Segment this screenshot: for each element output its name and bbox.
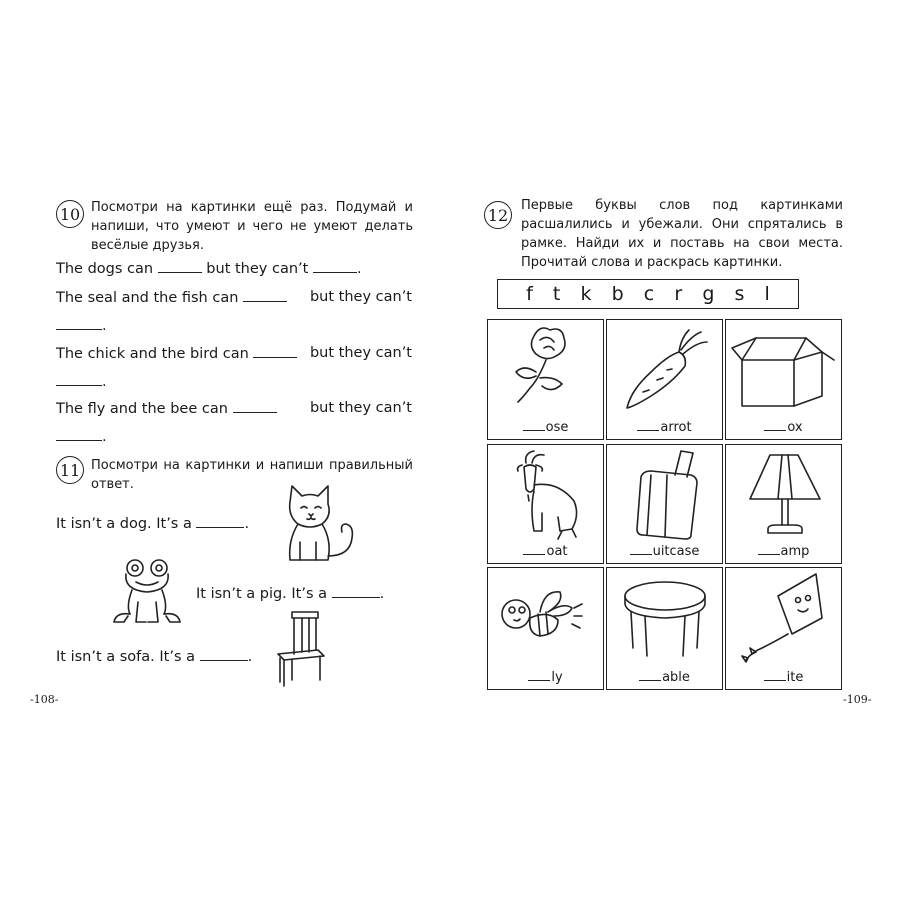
word-label-box [726, 419, 841, 435]
ex10-line-4-b: but they can’t [309, 400, 412, 416]
letter: g [702, 283, 715, 305]
answer-blank[interactable] [332, 585, 380, 598]
goat-picture [488, 445, 605, 545]
ex10-line-2-b: but they can’t [309, 289, 412, 305]
letter: s [734, 283, 745, 305]
exercise-10-number: 10 [56, 200, 84, 228]
left-page-number: -108- [30, 693, 59, 706]
ex10-line-4-a: The fly and the bee can [56, 401, 228, 417]
answer-blank[interactable] [528, 669, 550, 681]
letter: l [764, 283, 770, 305]
answer-blank[interactable] [233, 400, 277, 413]
answer-blank[interactable] [253, 345, 297, 358]
answer-blank[interactable] [764, 419, 786, 431]
exercise-11-number: 11 [56, 456, 84, 484]
ex11-line-2-text: It isn’t a pig. It’s a [196, 586, 328, 602]
answer-blank[interactable] [630, 543, 652, 555]
answer-blank[interactable] [200, 648, 248, 661]
word-label-carrot [607, 419, 722, 435]
ex10-line-3-b: but they can’t [309, 345, 412, 361]
word-ending: arrot [660, 420, 692, 435]
letter: b [611, 283, 624, 305]
picture-cell-table [606, 567, 723, 690]
answer-blank[interactable] [243, 289, 287, 302]
cat-picture [270, 480, 365, 565]
letter: f [526, 283, 533, 305]
ex10-line-1-b: but they can’t [206, 261, 309, 277]
letter: c [643, 283, 655, 305]
answer-blank[interactable] [56, 373, 102, 386]
letter: k [580, 283, 592, 305]
letters-frame [497, 279, 799, 309]
word-ending: able [662, 670, 690, 685]
ex10-line-2 [56, 289, 412, 306]
picture-cell-fly [487, 567, 604, 690]
exercise-12-number: 12 [484, 201, 512, 229]
frog-picture [108, 556, 188, 628]
word-label-goat [488, 543, 603, 559]
answer-blank[interactable] [523, 543, 545, 555]
chair-picture [272, 608, 332, 690]
ex11-line-2: It isn’t a pig. It’s a . [196, 586, 385, 602]
ex10-line-3-end: . [56, 373, 107, 390]
answer-blank[interactable] [758, 543, 780, 555]
ex11-line-3-text: It isn’t a sofa. It’s a [56, 649, 195, 665]
answer-blank[interactable] [523, 419, 545, 431]
word-ending: amp [780, 544, 810, 559]
word-label-rose [488, 419, 603, 435]
ex11-line-1-text: It isn’t a dog. It’s a [56, 516, 192, 532]
ex10-line-3 [56, 345, 412, 362]
exercise-11-instruction: Посмотри на картинки и напиши правильный ответ. [91, 458, 413, 492]
picture-cell-box [725, 319, 842, 440]
word-label-suitcase [607, 543, 722, 559]
lamp-picture [726, 445, 843, 545]
exercise-10-instruction: Посмотри на картинки ещё раз. Подумай и напиши, что умеют и чего не умеют делать весёлые друзья. [91, 200, 413, 253]
ex11-line-3: It isn’t a sofa. It’s a . [56, 649, 253, 665]
picture-cell-lamp [725, 444, 842, 564]
answer-blank[interactable] [764, 669, 786, 681]
answer-blank[interactable] [56, 428, 102, 441]
carrot-picture [607, 320, 724, 420]
rose-picture [488, 320, 605, 420]
ex10-line-4-end: . [56, 428, 107, 445]
word-ending: oat [546, 544, 568, 559]
letter: t [552, 283, 561, 305]
word-ending: ose [545, 420, 569, 435]
answer-blank[interactable] [639, 669, 661, 681]
word-ending: ite [786, 670, 804, 685]
answer-blank[interactable] [313, 260, 357, 273]
answer-blank[interactable] [637, 419, 659, 431]
word-ending: uitcase [652, 544, 700, 559]
kite-picture [726, 568, 843, 668]
ex10-line-1: The dogs can but they can’t . [56, 261, 362, 277]
picture-cell-suitcase [606, 444, 723, 564]
table-picture [607, 568, 724, 668]
right-page-number: -109- [843, 693, 872, 706]
ex10-line-4 [56, 400, 412, 417]
word-ending: ly [551, 670, 563, 685]
ex10-line-2-a: The seal and the fish can [56, 290, 239, 306]
exercise-12-instruction: Первые буквы слов под картинками расшалились и убежали. Они спрятались в рамке. Найди их и поставь на свои места. Прочитай слова и раскрась картинки. [521, 198, 843, 270]
letter: r [674, 283, 683, 305]
ex10-line-1-a: The dogs can [56, 261, 154, 277]
ex10-line-2-end: . [56, 317, 107, 334]
answer-blank[interactable] [158, 260, 202, 273]
word-label-table [607, 669, 722, 685]
box-picture [726, 320, 843, 420]
ex11-line-1: It isn’t a dog. It’s a . [56, 516, 250, 532]
answer-blank[interactable] [56, 317, 102, 330]
ex10-line-3-a: The chick and the bird can [56, 346, 249, 362]
suitcase-picture [607, 445, 724, 545]
word-ending: ox [787, 420, 803, 435]
word-label-kite [726, 669, 841, 685]
picture-cell-kite [725, 567, 842, 690]
picture-cell-goat [487, 444, 604, 564]
fly-picture [488, 568, 605, 668]
word-label-lamp [726, 543, 841, 559]
picture-cell-carrot [606, 319, 723, 440]
answer-blank[interactable] [196, 515, 244, 528]
picture-cell-rose [487, 319, 604, 440]
word-label-fly [488, 669, 603, 685]
